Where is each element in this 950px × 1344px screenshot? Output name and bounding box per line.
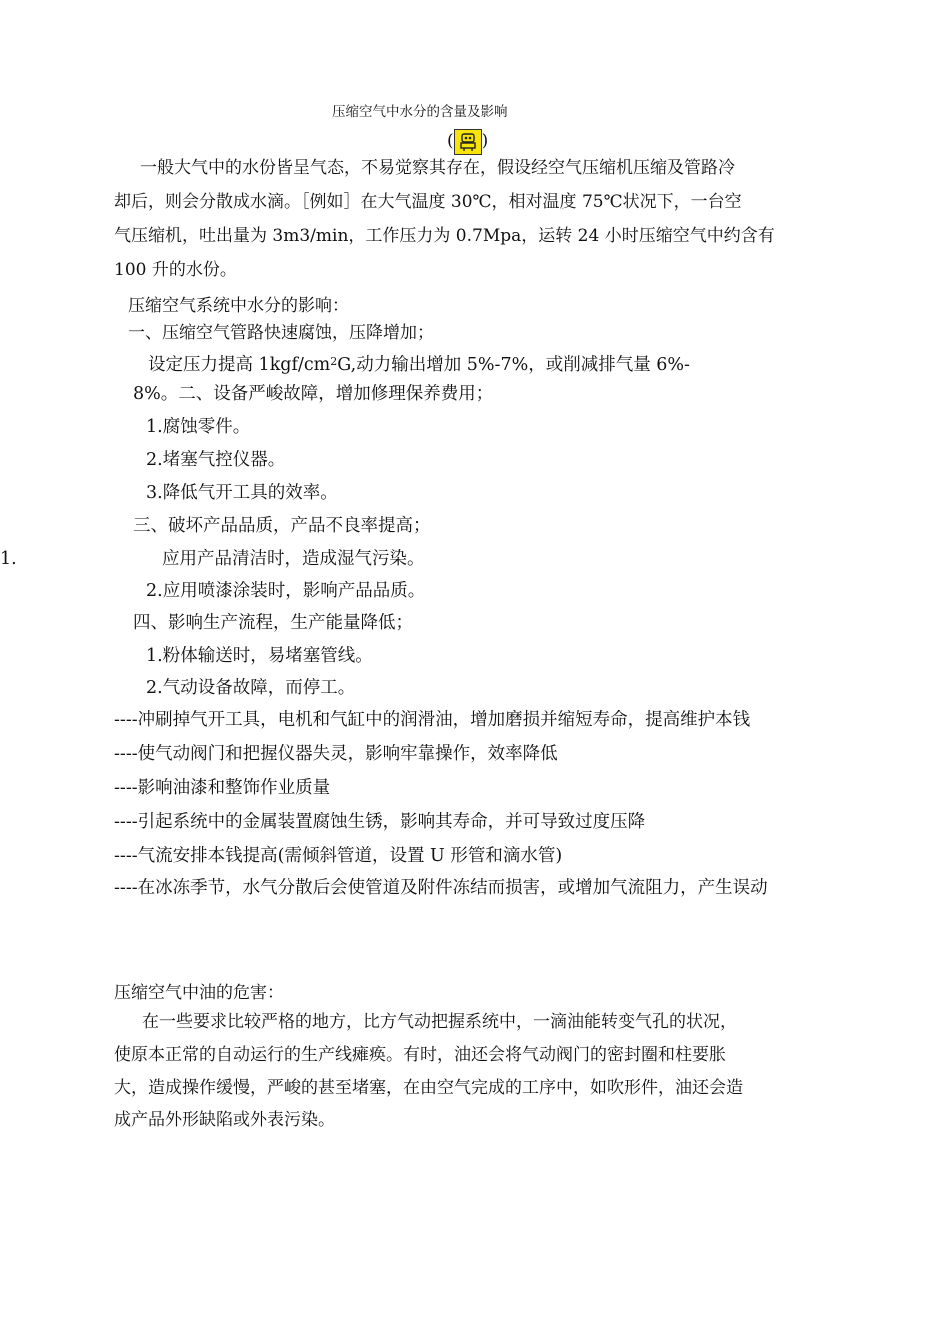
dash-line-2: ----使气动阀门和把握仪器失灵，影响牢靠操作，效率降低 [114,744,558,764]
item-3: 三、破坏产品品质，产品不良率提高； [133,516,431,536]
item-2-line: 8%。二、设备严峻故障，增加修理保养费用； [133,384,494,404]
dash-line-4: ----引起系统中的金属装置腐蚀生锈，影响其寿命，并可导致过度压降 [114,812,646,832]
item-3-sub-1: 应用产品清洁时，造成湿气污染。 [162,549,425,569]
dash-line-1: ----冲刷掉气开工具，电机和气缸中的润滑油，增加磨损并缩短寿命，提高维护本钱 [114,710,751,730]
dash-line-6: ----在冰冻季节，水气分散后会使管道及附件冻结而损害，或增加气流阻力，产生误动 [114,878,768,898]
item-2-sub-1: 1.腐蚀零件。 [146,417,251,437]
intro-line-3: 气压缩机，吐出量为 3m3/min，工作压力为 0.7Mpa，运转 24 小时压缩空气中约含有 [114,226,775,246]
item-1-detail-sup: 2 [330,355,338,368]
dash-line-5: ----气流安排本钱提高(需倾斜管道，设置 U 形管和滴水管) [114,846,563,866]
paren-close: ) [481,131,489,151]
oil-line-3: 大，造成操作缓慢，严峻的甚至堵塞，在由空气完成的工序中，如吹形件，油还会造 [114,1078,743,1098]
item-1-detail-b: G,动力输出增加 5%-7%，或削减排气量 6%- [337,355,690,375]
section-heading: 压缩空气系统中水分的影响： [128,296,349,316]
document-title: 压缩空气中水分的含量及影响 [332,104,508,120]
intro-line-4: 100 升的水份。 [114,260,237,280]
oil-line-2: 使原本正常的自动运行的生产线瘫痪。有时，油还会将气动阀门的密封圈和柱要胀 [114,1045,726,1065]
oil-line-1: 在一些要求比较严格的地方，比方气动把握系统中，一滴油能转变气孔的状况， [142,1012,737,1032]
item-1-detail-a: 设定压力提高 1kgf/cm [148,355,331,375]
item-2-sub-3: 3.降低气开工具的效率。 [146,483,338,503]
item-1-detail [148,351,690,376]
item-2-sub-2: 2.堵塞气控仪器。 [146,450,286,470]
item-4-sub-1: 1.粉体输送时，易堵塞管线。 [146,646,373,666]
figure-placeholder [447,126,488,156]
oil-heading: 压缩空气中油的危害： [114,983,284,1003]
item-3-sub-2: 2.应用喷漆涂装时，影响产品品质。 [146,581,426,601]
item-4: 四、影响生产流程，生产能量降低； [133,613,413,633]
intro-line-2: 却后，则会分散成水滴。［例如］在大气温度 30℃，相对温度 75℃状况下，一台空 [114,192,742,212]
robot-icon [454,129,482,155]
oil-line-4: 成产品外形缺陷或外表污染。 [114,1110,335,1130]
item-3-sub-1-number: 1. [0,549,17,569]
intro-line-1: 一般大气中的水份皆呈气态，不易觉察其存在，假设经空气压缩机压缩及管路冷 [140,158,735,178]
item-1: 一、压缩空气管路快速腐蚀，压降增加； [128,323,434,343]
paren-open: ( [447,131,454,151]
item-4-sub-2: 2.气动设备故障，而停工。 [146,678,356,698]
dash-line-3: ----影响油漆和整饰作业质量 [114,778,331,798]
